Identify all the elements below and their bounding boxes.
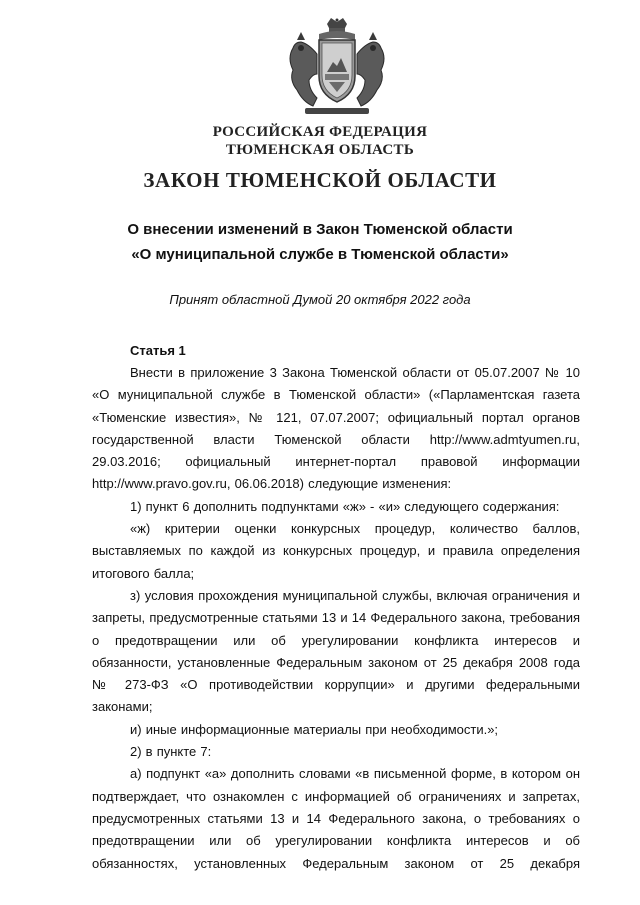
law-title-line-2: «О муниципальной службе в Тюменской области» xyxy=(131,246,509,263)
paragraph: 1) пункт 6 дополнить подпунктами «ж» - «и» следующего содержания: xyxy=(130,498,560,514)
paragraph: Внести в приложение 3 Закона Тюменской области от 05.07.2007 № 10 «О муниципальной службе в Тюменской области» («Парламентская газета «Тюменские известия», № 121, 07.07.2007; официальный портал органов государственной власти Тюменской области http://www.admtyumen.ru, 29.03.2016; официальный интернет-портал правовой информации http://www.pravo.gov.ru, 06.06.2018) следующие изменения: xyxy=(92,365,580,492)
document-type-title: ЗАКОН ТЮМЕНСКОЙ ОБЛАСТИ xyxy=(143,168,497,192)
paragraph: «ж) критерии оценки конкурсных процедур, количество баллов, выставляемых по каждой из конкурсных процедур, и правила определения итогового балла; xyxy=(92,521,580,581)
adoption-note: Принят областной Думой 20 октября 2022 года xyxy=(169,292,471,307)
paragraph: и) иные информационные материалы при необходимости.»; xyxy=(130,721,499,737)
article-heading: Статья 1 xyxy=(130,343,186,358)
paragraph: 2) в пункте 7: xyxy=(130,744,212,760)
law-title-line-1: О внесении изменений в Закон Тюменской области xyxy=(127,221,513,238)
region-label: ТЮМЕНСКАЯ ОБЛАСТЬ xyxy=(225,142,415,158)
federation-label: РОССИЙСКАЯ ФЕДЕРАЦИЯ xyxy=(212,124,428,140)
paragraph: з) условия прохождения муниципальной службы, включая ограничения и запреты, предусмотренные статьями 13 и 14 Федерального закона, требования о предотвращении или об урегулировании конфликта интересов и обязанности, установленные Федеральным законом от 25 декабря 2008 года № 273-ФЗ «О противодействии коррупции» и другими федеральными законами; xyxy=(92,587,580,715)
article-body xyxy=(92,340,580,875)
paragraph: а) подпункт «а» дополнить словами «в письменной форме, в котором он подтверждает, что ознакомлен с информацией об ограничениях и запретах, предусмотренных статьями 13 и 14 Федерального закона, о требованиях о предотвращении или об урегулировании конфликта интересов и об обязанностях, установленных Федеральным законом от 25 декабря xyxy=(92,766,580,871)
tyumen-coat-of-arms-icon xyxy=(283,18,391,118)
